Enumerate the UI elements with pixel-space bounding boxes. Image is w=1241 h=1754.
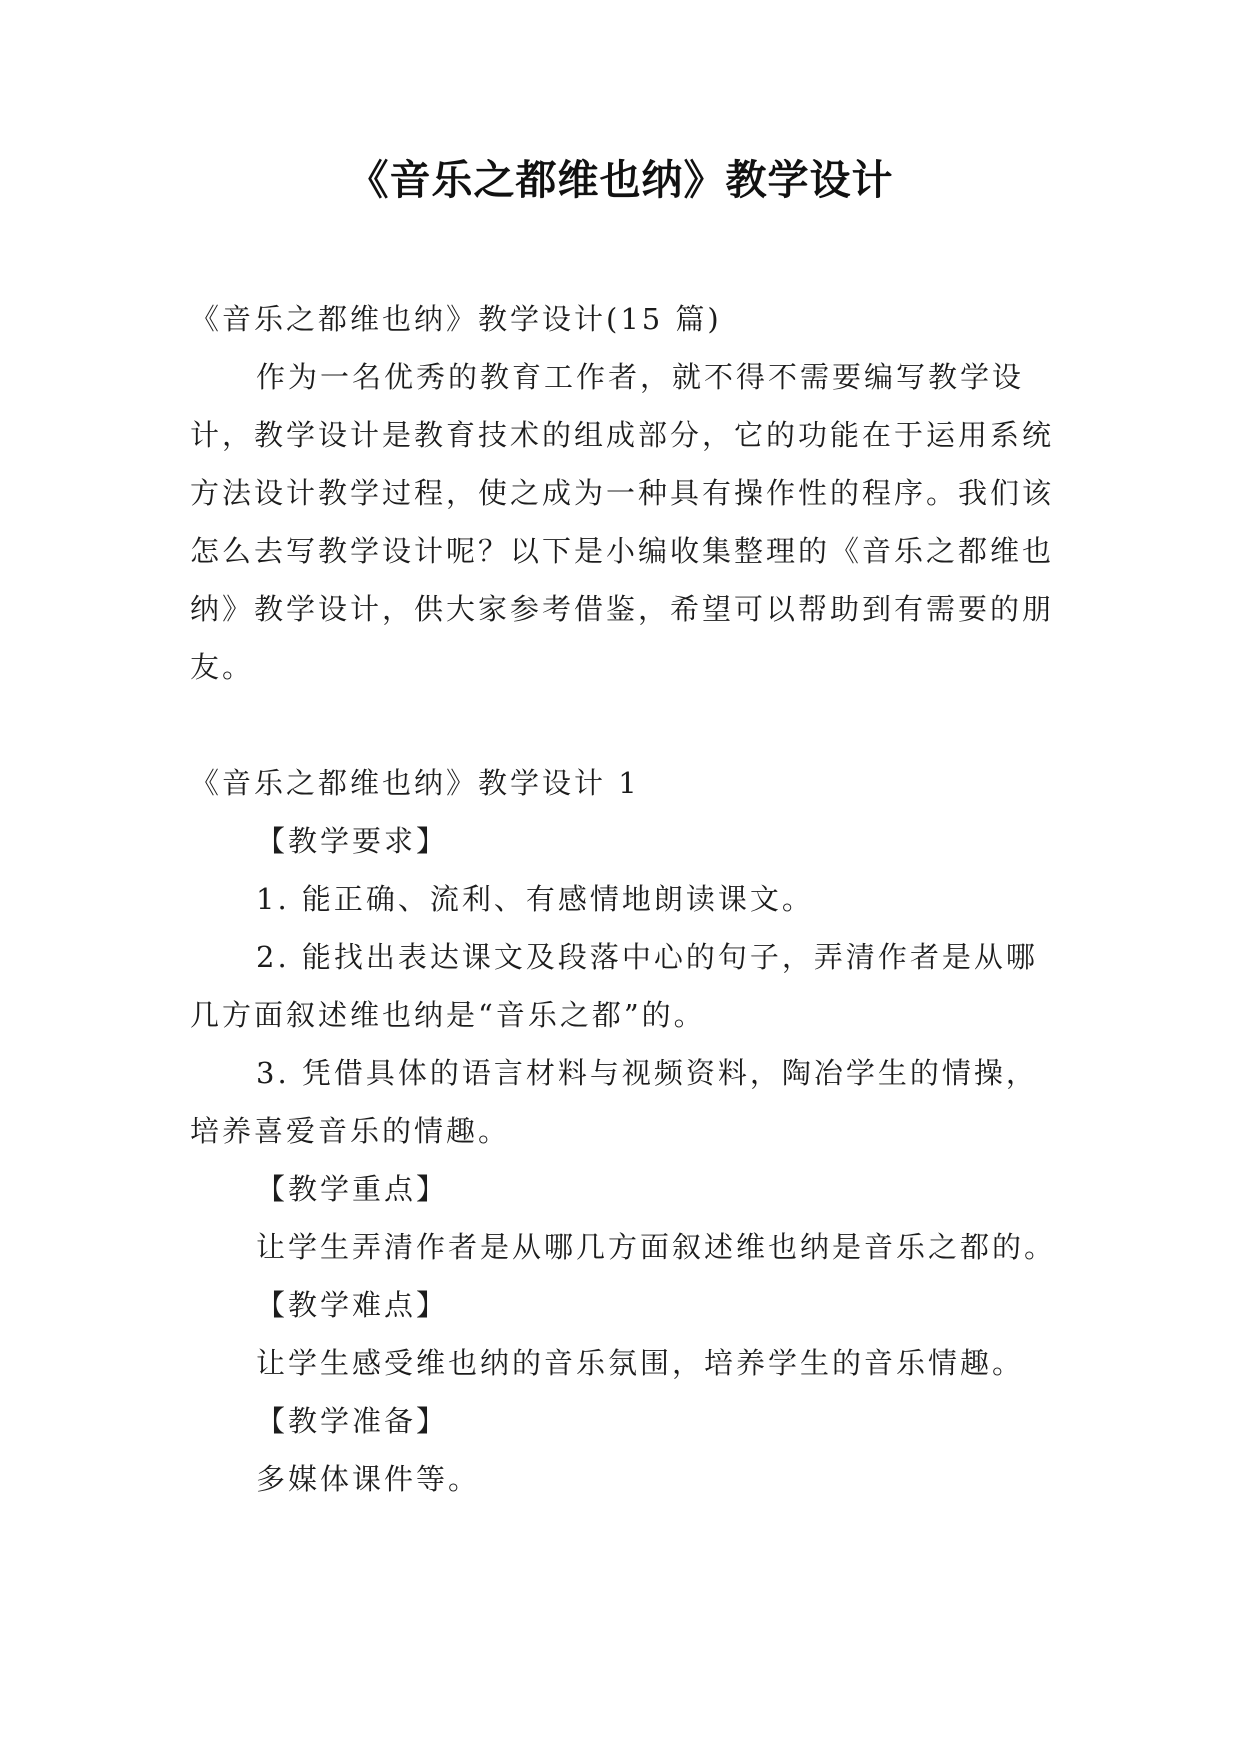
key-points-label: 【教学重点】 — [256, 1172, 449, 1206]
key-points-text: 让学生弄清作者是从哪几方面叙述维也纳是音乐之都的。 — [256, 1230, 1057, 1264]
requirements-label: 【教学要求】 — [256, 824, 449, 858]
document-body — [190, 290, 1060, 1508]
requirement-item-3: 3. 凭借具体的语言材料与视频资料，陶冶学生的情操，培养喜爱音乐的情趣。 — [190, 1056, 1038, 1148]
preparation-text: 多媒体课件等。 — [256, 1462, 481, 1496]
document-subtitle: 《音乐之都维也纳》教学设计(15 篇) — [190, 302, 722, 336]
preparation-label: 【教学准备】 — [256, 1404, 449, 1438]
difficulties-label: 【教学难点】 — [256, 1288, 449, 1322]
document-title: 《音乐之都维也纳》教学设计 — [347, 156, 894, 204]
intro-paragraph: 作为一名优秀的教育工作者，就不得不需要编写教学设计，教学设计是教育技术的组成部分，它的功能在于运用系统方法设计教学过程，使之成为一种具有操作性的程序。我们该怎么去写教学设计呢？以下是小编收集整理的《音乐之都维也纳》教学设计，供大家参考借鉴，希望可以帮助到有需要的朋友。 — [190, 360, 1055, 684]
section-heading: 《音乐之都维也纳》教学设计 1 — [190, 766, 640, 800]
requirement-item-1: 1. 能正确、流利、有感情地朗读课文。 — [256, 882, 814, 916]
requirement-item-2: 2. 能找出表达课文及段落中心的句子，弄清作者是从哪几方面叙述维也纳是“音乐之都”的。 — [190, 940, 1038, 1032]
difficulties-text: 让学生感受维也纳的音乐氛围，培养学生的音乐情趣。 — [256, 1346, 1025, 1380]
